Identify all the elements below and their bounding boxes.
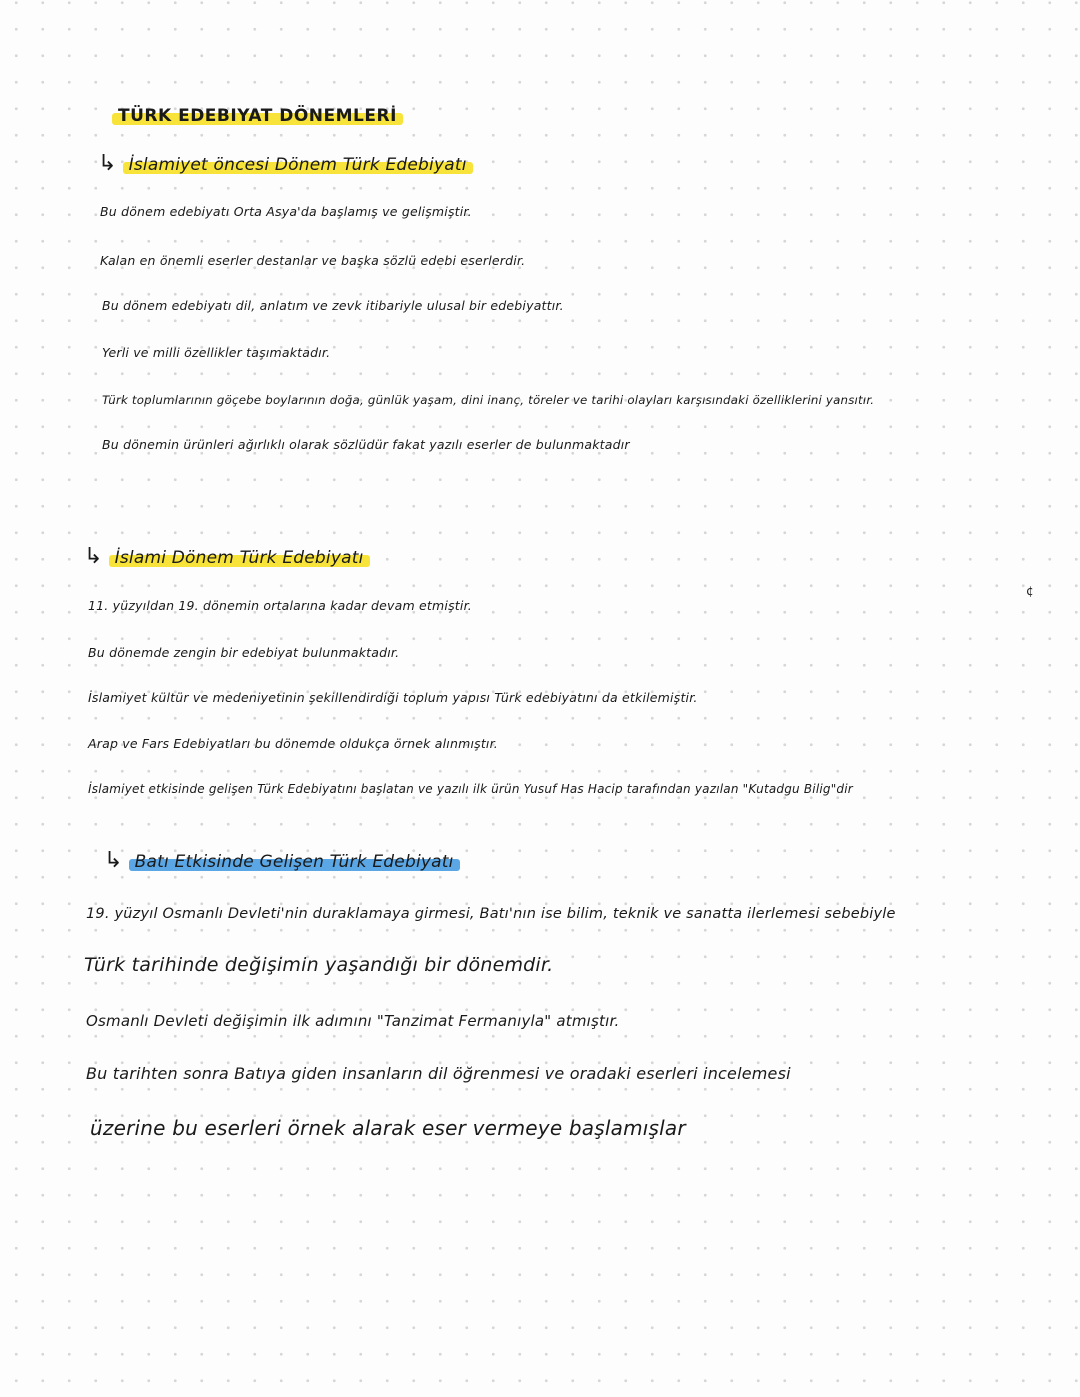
- note-line: İslamiyet kültür ve medeniyetinin şekillendirdiği toplum yapısı Türk edebiyatını da etkilemiştir.: [88, 690, 698, 705]
- note-line: 19. yüzyıl Osmanlı Devleti'nin duraklamaya girmesi, Batı'nın ise bilim, teknik ve sanatta ilerlemesi sebebiyle: [86, 906, 896, 922]
- section-heading-text: İslami Dönem Türk Edebiyatı: [114, 548, 364, 568]
- stray-mark: ¢: [1026, 584, 1034, 598]
- note-line: Türk tarihinde değişimin yaşandığı bir dönemdir.: [84, 954, 554, 976]
- note-line: 11. yüzyıldan 19. dönemin ortalarına kadar devam etmiştir.: [88, 598, 472, 613]
- note-line: Bu dönemin ürünleri ağırlıklı olarak sözlüdür fakat yazılı eserler de bulunmaktadır: [102, 437, 630, 452]
- arrow-icon: ↳: [84, 544, 103, 569]
- section-heading-text: İslamiyet öncesi Dönem Türk Edebiyatı: [128, 155, 467, 175]
- note-line: üzerine bu eserleri örnek alarak eser vermeye başlamışlar: [90, 1116, 686, 1140]
- note-line: Arap ve Fars Edebiyatları bu dönemde oldukça örnek alınmıştır.: [88, 736, 498, 751]
- note-line: Bu dönem edebiyatı Orta Asya'da başlamış ve gelişmiştir.: [100, 204, 472, 219]
- note-line: Kalan en önemli eserler destanlar ve başka sözlü edebi eserlerdir.: [100, 253, 526, 268]
- note-line: İslamiyet etkisinde gelişen Türk Edebiyatını başlatan ve yazılı ilk ürün Yusuf Has Hacip tarafından yazılan "Kutadgu Bilig"dir: [88, 782, 853, 796]
- note-line: Yerli ve milli özellikler taşımaktadır.: [102, 345, 331, 360]
- title-highlight: [112, 106, 403, 126]
- section-heading-text: Batı Etkisinde Gelişen Türk Edebiyatı: [134, 852, 454, 872]
- note-line: Osmanlı Devleti değişimin ilk adımını "Tanzimat Fermanıyla" atmıştır.: [86, 1012, 620, 1030]
- note-line: Bu dönemde zengin bir edebiyat bulunmaktadır.: [88, 645, 400, 660]
- title-text: TÜRK EDEBIYAT DÖNEMLERİ: [118, 106, 397, 126]
- section-heading-highlight: [109, 548, 370, 568]
- arrow-icon: ↳: [104, 848, 123, 873]
- section-heading-islamic: [84, 544, 370, 569]
- arrow-icon: ↳: [98, 151, 117, 176]
- page-title: [112, 106, 403, 126]
- section-heading-pre-islamic: [98, 151, 473, 176]
- note-line: Bu dönem edebiyatı dil, anlatım ve zevk itibariyle ulusal bir edebiyattır.: [102, 298, 564, 313]
- section-heading-western: [104, 848, 460, 873]
- note-line: Bu tarihten sonra Batıya giden insanların dil öğrenmesi ve oradaki eserleri incelemesi: [86, 1064, 791, 1083]
- section-heading-highlight: [129, 852, 460, 872]
- section-heading-highlight: [123, 155, 473, 175]
- note-line: Türk toplumlarının göçebe boylarının doğa, günlük yaşam, dini inanç, töreler ve tarihi olayları karşısındaki özelliklerini yansıtır.: [102, 393, 875, 407]
